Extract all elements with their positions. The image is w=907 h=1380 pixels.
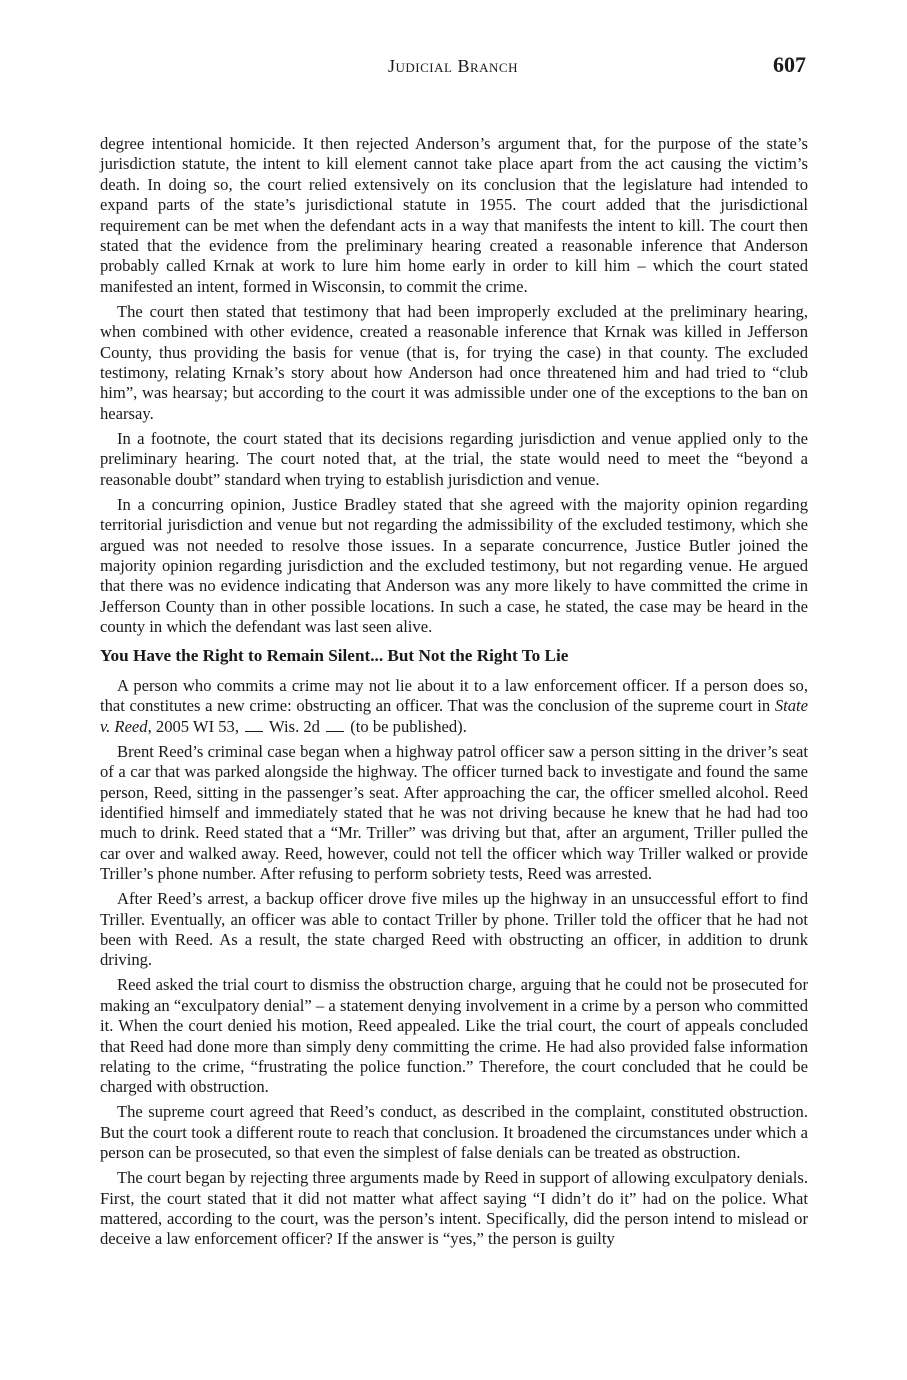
paragraph-supreme-court: The supreme court agreed that Reed’s conduct, as described in the complaint, constituted obstruction. But the court took a different route to reach that conclusion. It broadened the circumstances under which a person can be prosecuted, so that even the simplest of false denials can be treated as obstruction. [100, 1102, 808, 1163]
paragraph-citation [100, 676, 808, 737]
page-number: 607 [773, 52, 806, 77]
paragraph-facts: Brent Reed’s criminal case began when a highway patrol officer saw a person sitting in the driver’s seat of a car that was parked alongside the highway. The officer turned back to investigate and found the same person, Reed, sitting in the passenger’s seat. After approaching the car, the officer smelled alcohol. Reed identified himself and immediately stated that he was not driving because he knew that he had had too much to drink. Reed stated that a “Mr. Triller” was driving but that, after an argument, Triller pulled the car over and walked away. Reed, however, could not tell the officer which way Triller walked or provide Triller’s phone number. After refusing to perform sobriety tests, Reed was arrested. [100, 741, 808, 884]
citation-lead-text: A person who commits a crime may not lie about it to a law enforcement officer. If a person does so, that constitutes a new crime: obstructing an officer. That was the conclusion of the supreme court in [100, 675, 808, 716]
page-blank [326, 718, 344, 732]
paragraph-footnote: In a footnote, the court stated that its decisions regarding jurisdiction and venue applied only to the preliminary hearing. The court noted that, at the trial, the state would need to meet the “beyond a reasonable doubt” standard when trying to establish jurisdiction and venue. [100, 428, 808, 489]
paragraph-appeal: Reed asked the trial court to dismiss the obstruction charge, arguing that he could not be prosecuted for making an “exculpatory denial” – a statement denying involvement in a crime by a person who committed it. When the court denied his motion, Reed appealed. Like the trial court, the court of appeals concluded that Reed had done more than simply deny committing the crime. He had also provided false information relating to the crime, “frustrating the police function.” Therefore, the court concluded that he could be charged with obstruction. [100, 975, 808, 1097]
case-name: State v. Reed [100, 696, 808, 736]
page-header [100, 52, 806, 82]
body-text [100, 134, 808, 1254]
running-head: Judicial Branch [388, 56, 518, 76]
paragraph-venue: The court then stated that testimony that had been improperly excluded at the preliminary hearing, when combined with other evidence, created a reasonable inference that Krnak was killed in Jefferson County, thus providing the basis for venue (that is, for trying the case) in that county. The excluded testimony, relating Krnak’s story about how Anderson had once threatened him and had tried to “club him”, was hearsay; but according to the court it was admissible under one of the exceptions to the ban on hearsay. [100, 301, 808, 423]
paragraph-continued: degree intentional homicide. It then rejected Anderson’s argument that, for the purpose of the state’s jurisdiction statute, the intent to kill element cannot take place apart from the act causing the victim’s death. In doing so, the court relied extensively on its conclusion that the legislature had intended to expand parts of the state’s jurisdictional statute in 1955. The court added that the jurisdictional requirement can be met when the defendant acts in a way that manifests the intent to kill. The court then stated that the evidence from the preliminary hearing created a reasonable inference that Anderson probably called Krnak at work to lure him home early in order to kill him – which the court stated manifested an intent, formed in Wisconsin, to commit the crime. [100, 134, 808, 296]
section-heading: You Have the Right to Remain Silent... But Not the Right To Lie [100, 645, 569, 665]
volume-blank [245, 718, 263, 732]
citation-reporter-text: Wis. 2d [265, 716, 325, 736]
citation-middle-text: , 2005 WI 53, [147, 716, 244, 736]
citation-tail-text: (to be published). [346, 716, 467, 736]
paragraph-concurrence: In a concurring opinion, Justice Bradley stated that she agreed with the majority opinion regarding territorial jurisdiction and venue but not regarding the admissibility of the excluded testimony, which she argued was not needed to resolve those issues. In a separate concurrence, Justice Butler joined the majority opinion regarding jurisdiction and the excluded testimony, but not regarding venue. He argued that there was no evidence indicating that Anderson was any more likely to have committed the crime in Jefferson County than in other possible locations. In such a case, he stated, the case may be heard in the county in which the defendant was last seen alive. [100, 494, 808, 637]
paragraph-arrest: After Reed’s arrest, a backup officer drove five miles up the highway in an unsuccessful effort to find Triller. Eventually, an officer was able to contact Triller by phone. Triller told the officer that he had not been with Reed. As a result, the state charged Reed with obstructing an officer, in addition to drunk driving. [100, 889, 808, 970]
paragraph-arguments: The court began by rejecting three arguments made by Reed in support of allowing exculpatory denials. First, the court stated that it did not matter what affect saying “I didn’t do it” had on the police. What mattered, according to the court, was the person’s intent. Specifically, did the person intend to mislead or deceive a law enforcement officer? If the answer is “yes,” the person is guilty [100, 1168, 808, 1249]
